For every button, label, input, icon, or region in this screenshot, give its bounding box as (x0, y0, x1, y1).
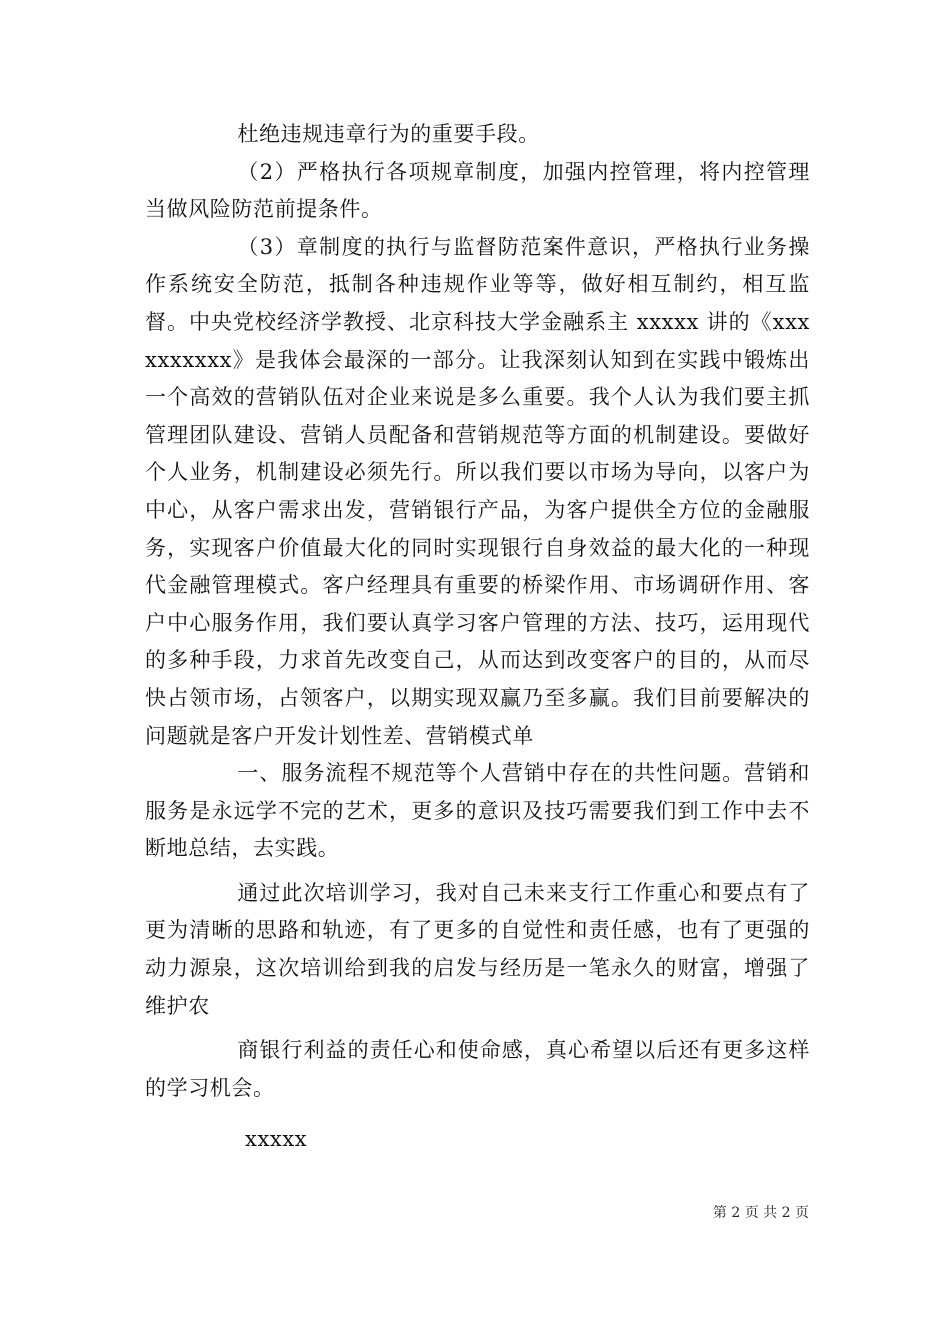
paragraph-1: 杜绝违规违章行为的重要手段。 (237, 122, 540, 146)
paragraph-6: 商银行利益的责任心和使命感，真心希望以后还有更多这样的学习机会。 (145, 1038, 810, 1100)
signature: xxxxx (245, 1127, 308, 1152)
paragraph-4: 一、服务流程不规范等个人营销中存在的共性问题。营销和服务是永远学不完的艺术，更多的意识及技巧需要我们到工作中去不断地总结，去实践。 (145, 761, 810, 861)
paragraph-3: （3）章制度的执行与监督防范案件意识，严格执行业务操作系统安全防范，抵制各种违规作业等等，做好相互制约，相互监督。中央党校经济学教授、北京科技大学金融系主 xxxxx 讲的《xxxxxxxxxx》是我体会最深的一部分。让我深刻认知到在实践中锻炼出一个高效的营销队伍对企业来说是多么重要。我个人认为我们要主抓管理团队建设、营销人员配备和营销规范等方面的机制建设。要做好个人业务，机制建设必须先行。所以我们要以市场为导向，以客户为中心，从客户需求出发，营销银行产品，为客户提供全方位的金融服务，实现客户价值最大化的同时实现银行自身效益的最大化的一种现代金融管理模式。客户经理具有重要的桥梁作用、市场调研作用、客户中心服务作用，我们要认真学习客户管理的方法、技巧，运用现代的多种手段，力求首先改变自己，从而达到改变客户的目的，从而尽快占领市场，占领客户，以期实现双赢乃至多赢。我们目前要解决的问题就是客户开发计划性差、营销模式单 (145, 234, 810, 748)
page-number-footer: 第 2 页 共 2 页 (712, 1205, 809, 1221)
paragraph-5: 通过此次培训学习，我对自己未来支行工作重心和要点有了更为清晰的思路和轨迹，有了更多的自觉性和责任感，也有了更强的动力源泉，这次培训给到我的启发与经历是一笔永久的财富，增强了维护农 (145, 880, 810, 1018)
document-body (145, 116, 810, 1159)
paragraph-2: （2）严格执行各项规章制度，加强内控管理，将内控管理当做风险防范前提条件。 (145, 159, 810, 222)
